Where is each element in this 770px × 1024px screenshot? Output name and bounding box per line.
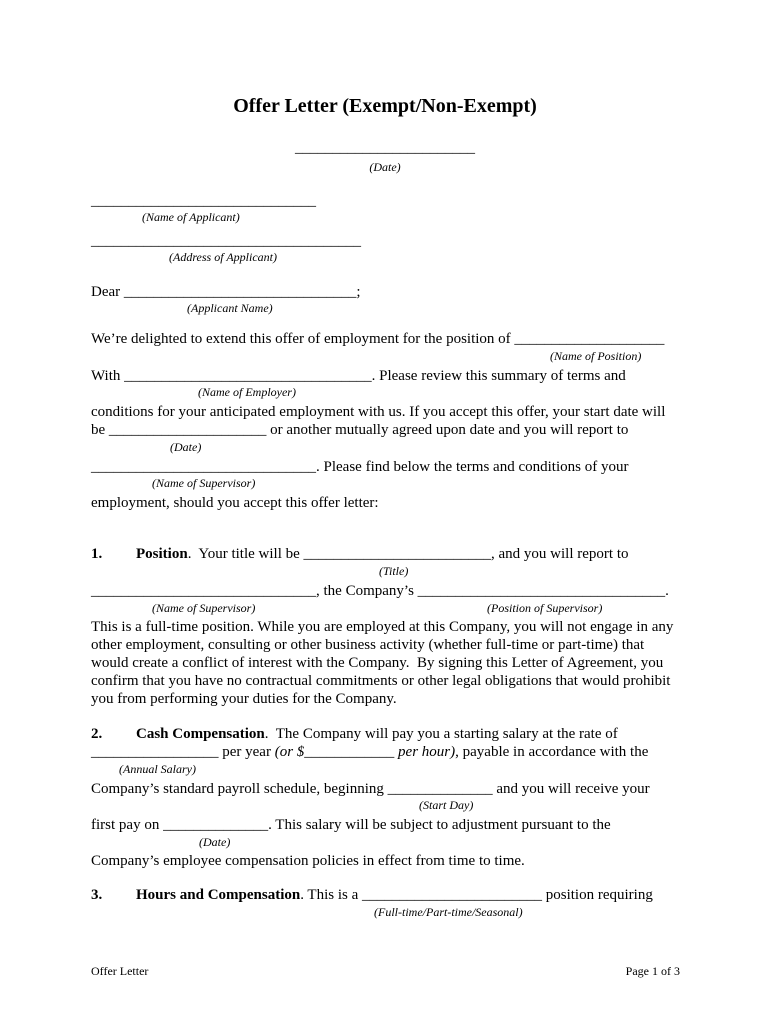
section-1-para-line-1: This is a full-time position. While you are employed at this Company, you will not engage in any: [91, 619, 674, 635]
section-2-number: 2.: [91, 726, 103, 742]
section-2-line-5: Company’s employee compensation policies in effect from time to time.: [91, 853, 525, 869]
applicant-name-blank: ______________________________: [91, 193, 316, 209]
section-1-para-line-4: confirm that you have no contractual commitments or other legal obligations that would prohibit: [91, 673, 671, 689]
supervisor-caption: (Name of Supervisor): [152, 476, 256, 490]
section-1-supervisor-caption: (Name of Supervisor): [152, 601, 256, 615]
section-2-line-1: [136, 726, 618, 743]
section-1-para-line-2: other employment, consulting or other business activity (whether full-time or part-time) that: [91, 637, 645, 653]
section-3-number: 3.: [91, 887, 103, 903]
section-2-line-2: [91, 744, 648, 761]
section-1-heading: Position: [136, 546, 188, 562]
first-pay-date-caption: (Date): [199, 835, 231, 849]
start-day-caption: (Start Day): [419, 798, 474, 812]
section-1-para-line-3: would create a conflict of interest with the Company. By signing this Letter of Agreement, you: [91, 655, 664, 671]
supervisor-position-caption: (Position of Supervisor): [487, 601, 603, 615]
intro-line-4: be _____________________ or another mutually agreed upon date and you will report to: [91, 422, 629, 438]
employer-caption: (Name of Employer): [198, 385, 296, 399]
applicant-address-caption: (Address of Applicant): [169, 250, 277, 264]
intro-line-3: conditions for your anticipated employment with us. If you accept this offer, your start date will: [91, 404, 666, 420]
date-caption: (Date): [369, 160, 401, 174]
intro-line-5: ______________________________. Please find below the terms and conditions of your: [91, 459, 629, 475]
section-1-number: 1.: [91, 546, 103, 562]
section-3-heading: Hours and Compensation: [136, 887, 301, 903]
intro-line-2: With _________________________________. Please review this summary of terms and: [91, 368, 626, 384]
employment-type-caption: (Full-time/Part-time/Seasonal): [374, 905, 523, 919]
section-2-line-4: first pay on ______________. This salary will be subject to adjustment pursuant to the: [91, 817, 611, 833]
salutation: Dear _______________________________;: [91, 284, 361, 300]
intro-line-1: We’re delighted to extend this offer of employment for the position of ____________________: [91, 331, 665, 347]
applicant-name-caption: (Name of Applicant): [142, 210, 240, 224]
start-date-caption: (Date): [170, 440, 202, 454]
position-caption: (Name of Position): [550, 349, 642, 363]
section-3-line-1: [136, 887, 653, 904]
document-title: Offer Letter (Exempt/Non-Exempt): [233, 95, 537, 117]
section-2-line-1-rest: . The Company will pay you a starting salary at the rate of: [264, 726, 618, 742]
section-2-line-3: Company’s standard payroll schedule, beginning ______________ and you will receive your: [91, 781, 650, 797]
section-3-line-1-rest: . This is a ________________________ position requiring: [300, 887, 653, 903]
applicant-address-blank: ____________________________________: [91, 233, 361, 249]
section-2-line-2-rest: , payable in accordance with the: [455, 744, 649, 760]
section-1-line-1-rest: . Your title will be _________________________, and you will report to: [187, 546, 629, 562]
section-1-line-1: [136, 546, 629, 563]
title-caption: (Title): [379, 564, 409, 578]
footer-page-number: Page 1 of 3: [625, 964, 680, 978]
hourly-rate-blank: (or $____________ per hour): [274, 744, 456, 760]
footer-document-name: Offer Letter: [91, 964, 149, 978]
salutation-caption: (Applicant Name): [187, 301, 273, 315]
salary-blank: _________________ per year: [91, 744, 275, 760]
annual-salary-caption: (Annual Salary): [119, 762, 196, 776]
section-2-heading: Cash Compensation: [136, 726, 265, 742]
intro-line-6: employment, should you accept this offer letter:: [91, 495, 379, 511]
date-blank: ________________________: [295, 140, 475, 156]
section-1-para-line-5: you from performing your duties for the Company.: [91, 691, 397, 707]
section-1-line-2: ______________________________, the Company’s _________________________________.: [91, 583, 669, 599]
